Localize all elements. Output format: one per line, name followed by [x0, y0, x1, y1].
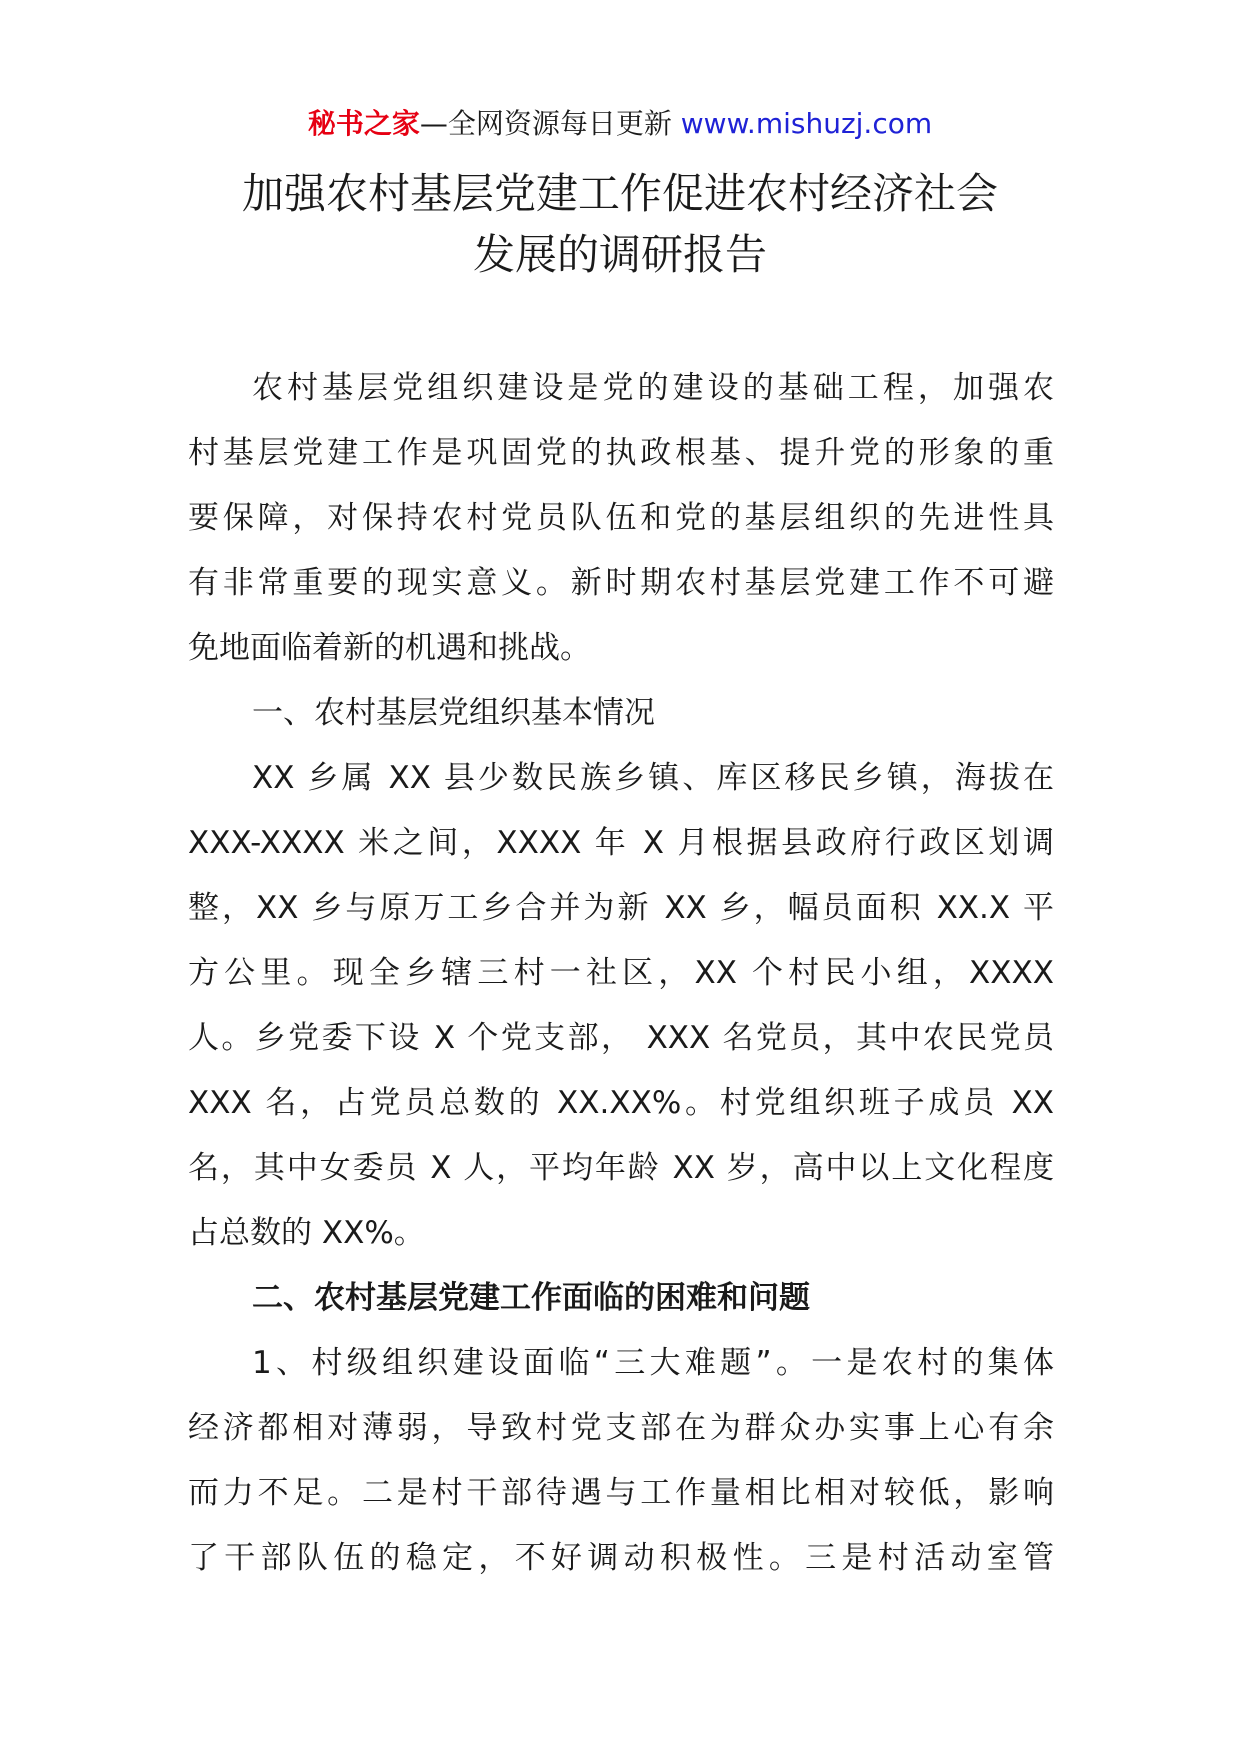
paragraph-line: 而力不足。二是村干部待遇与工作量相比相对较低，影响 — [188, 1475, 1054, 1511]
paragraph-line: 1、村级组织建设面临“三大难题”。一是农村的集体 — [252, 1345, 1054, 1381]
paragraph-line: XXX 名，占党员总数的 XX.XX%。村党组织班子成员 XX — [188, 1085, 1054, 1121]
paragraph-line: 要保障，对保持农村党员队伍和党的基层组织的先进性具 — [188, 500, 1054, 536]
paragraph-line: 村基层党建工作是巩固党的执政根基、提升党的形象的重 — [188, 435, 1054, 471]
header-tagline: —全网资源每日更新 — [419, 107, 681, 140]
site-header — [0, 104, 1240, 144]
site-url-link[interactable]: www.mishuzj.com — [680, 107, 933, 140]
paragraph-line: 农村基层党组织建设是党的建设的基础工程，加强农 — [252, 370, 1054, 406]
paragraph-line: 了干部队伍的稳定，不好调动积极性。三是村活动室管 — [188, 1540, 1054, 1576]
brand-name: 秘书之家 — [307, 107, 420, 140]
title-line-1: 加强农村基层党建工作促进农村经济社会 — [241, 169, 998, 218]
paragraph-line: 整，XX 乡与原万工乡合并为新 XX 乡，幅员面积 XX.X 平 — [188, 890, 1054, 926]
paragraph-line: 占总数的 XX%。 — [188, 1215, 425, 1251]
section-heading-1: 一、农村基层党组织基本情况 — [252, 695, 655, 731]
paragraph-line: XXX-XXXX 米之间，XXXX 年 X 月根据县政府行政区划调 — [188, 825, 1054, 861]
document-body — [188, 356, 1054, 1591]
paragraph-line: 人。乡党委下设 X 个党支部， XXX 名党员，其中农民党员 — [188, 1020, 1054, 1056]
paragraph-line: 有非常重要的现实意义。新时期农村基层党建工作不可避 — [188, 565, 1054, 601]
paragraph-line: 经济都相对薄弱，导致村党支部在为群众办实事上心有余 — [188, 1410, 1054, 1446]
title-line-2: 发展的调研报告 — [472, 230, 767, 279]
document-title — [0, 163, 1240, 285]
paragraph-line: 方公里。现全乡辖三村一社区，XX 个村民小组，XXXX — [188, 955, 1054, 991]
paragraph-line: 免地面临着新的机遇和挑战。 — [188, 630, 591, 666]
paragraph-line: XX 乡属 XX 县少数民族乡镇、库区移民乡镇，海拔在 — [252, 760, 1054, 796]
paragraph-line: 名，其中女委员 X 人，平均年龄 XX 岁，高中以上文化程度 — [188, 1150, 1054, 1186]
section-heading-2: 二、农村基层党建工作面临的困难和问题 — [252, 1280, 810, 1316]
